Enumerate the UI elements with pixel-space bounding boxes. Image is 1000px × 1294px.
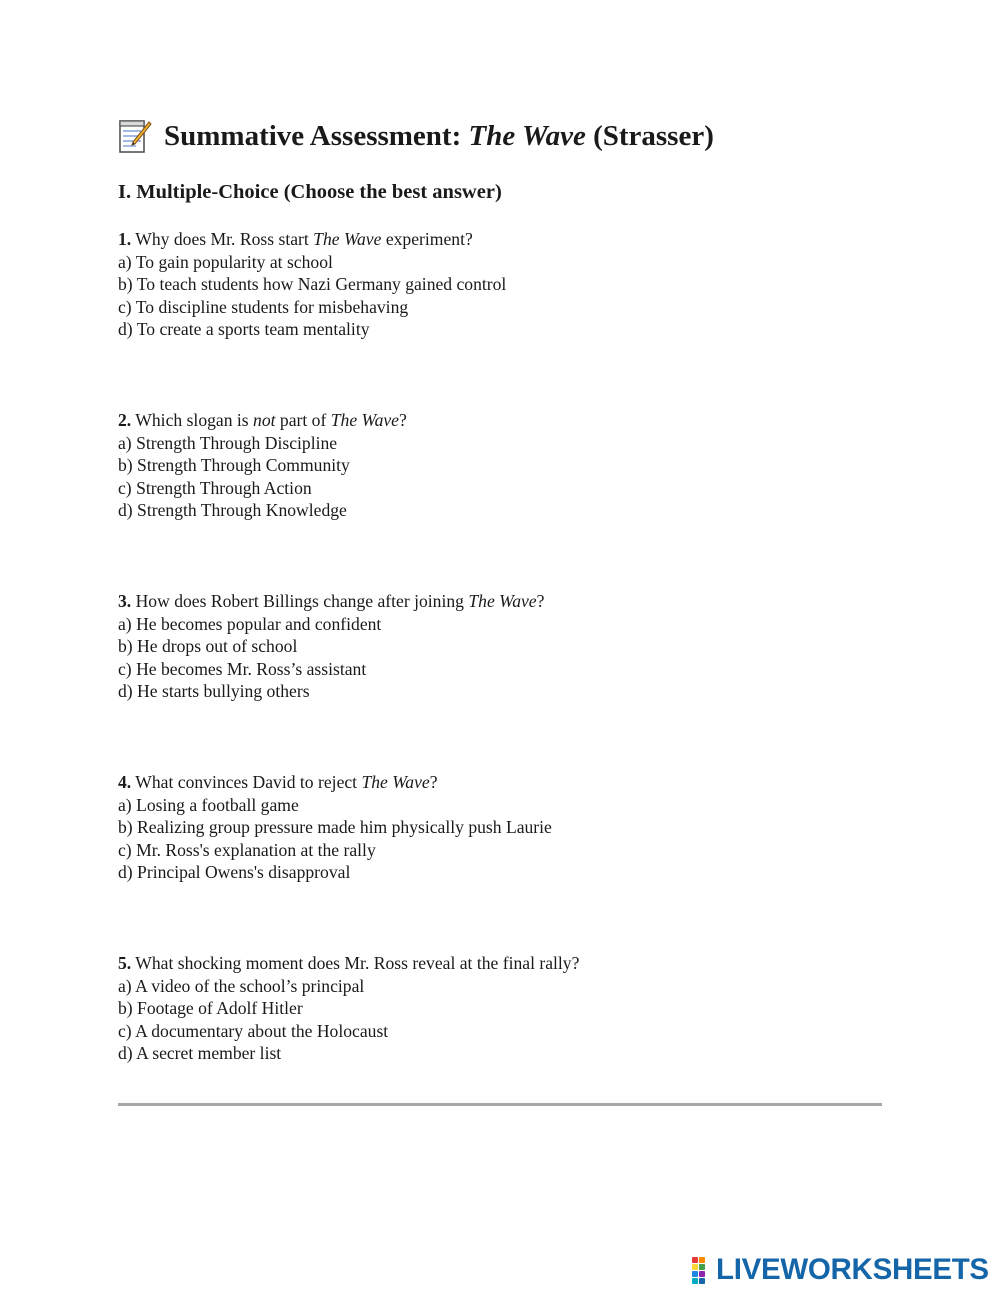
question-stem: 2. Which slogan is not part of The Wave? [118,410,407,430]
answer-option: b) To teach students how Nazi Germany gained control [118,274,507,295]
title-row [118,118,714,154]
question-5 [118,952,579,1065]
answer-option: b) He drops out of school [118,636,298,657]
question-stem: 3. How does Robert Billings change after joining The Wave? [118,591,545,611]
page-title: Summative Assessment: The Wave (Strasser) [164,119,714,152]
answer-option: d) A secret member list [118,1043,282,1064]
question-stem: 5. What shocking moment does Mr. Ross reveal at the final rally? [118,953,580,973]
memo-icon [118,118,152,154]
liveworksheets-logo-icon [692,1255,714,1285]
answer-option: d) He starts bullying others [118,681,310,702]
question-2 [118,409,407,522]
answer-option: c) A documentary about the Holocaust [118,1020,389,1041]
liveworksheets-brand [692,1253,989,1287]
answer-option: a) Losing a football game [118,794,299,815]
question-3 [118,590,544,703]
answer-option: b) Realizing group pressure made him physically push Laurie [118,817,552,838]
answer-option: d) To create a sports team mentality [118,319,370,340]
brand-wordmark: LIVEWORKSHEETS [716,1253,989,1286]
answer-option: b) Strength Through Community [118,455,350,476]
answer-option: a) A video of the school’s principal [118,975,365,996]
answer-option: c) Mr. Ross's explanation at the rally [118,839,376,860]
answer-option: c) He becomes Mr. Ross’s assistant [118,658,367,679]
answer-option: a) To gain popularity at school [118,251,333,272]
answer-option: a) Strength Through Discipline [118,432,338,453]
answer-option: b) Footage of Adolf Hitler [118,998,303,1019]
question-1 [118,228,506,341]
question-4 [118,771,552,884]
answer-option: a) He becomes popular and confident [118,613,382,634]
answer-option: d) Principal Owens's disapproval [118,862,351,883]
answer-option: c) To discipline students for misbehaving [118,296,409,317]
section-heading: I. Multiple-Choice (Choose the best answer) [118,181,502,203]
question-stem: 4. What convinces David to reject The Wave? [118,772,438,792]
answer-option: c) Strength Through Action [118,477,312,498]
question-stem: 1. Why does Mr. Ross start The Wave experiment? [118,229,473,249]
answer-option: d) Strength Through Knowledge [118,500,347,521]
section-divider [118,1103,882,1106]
